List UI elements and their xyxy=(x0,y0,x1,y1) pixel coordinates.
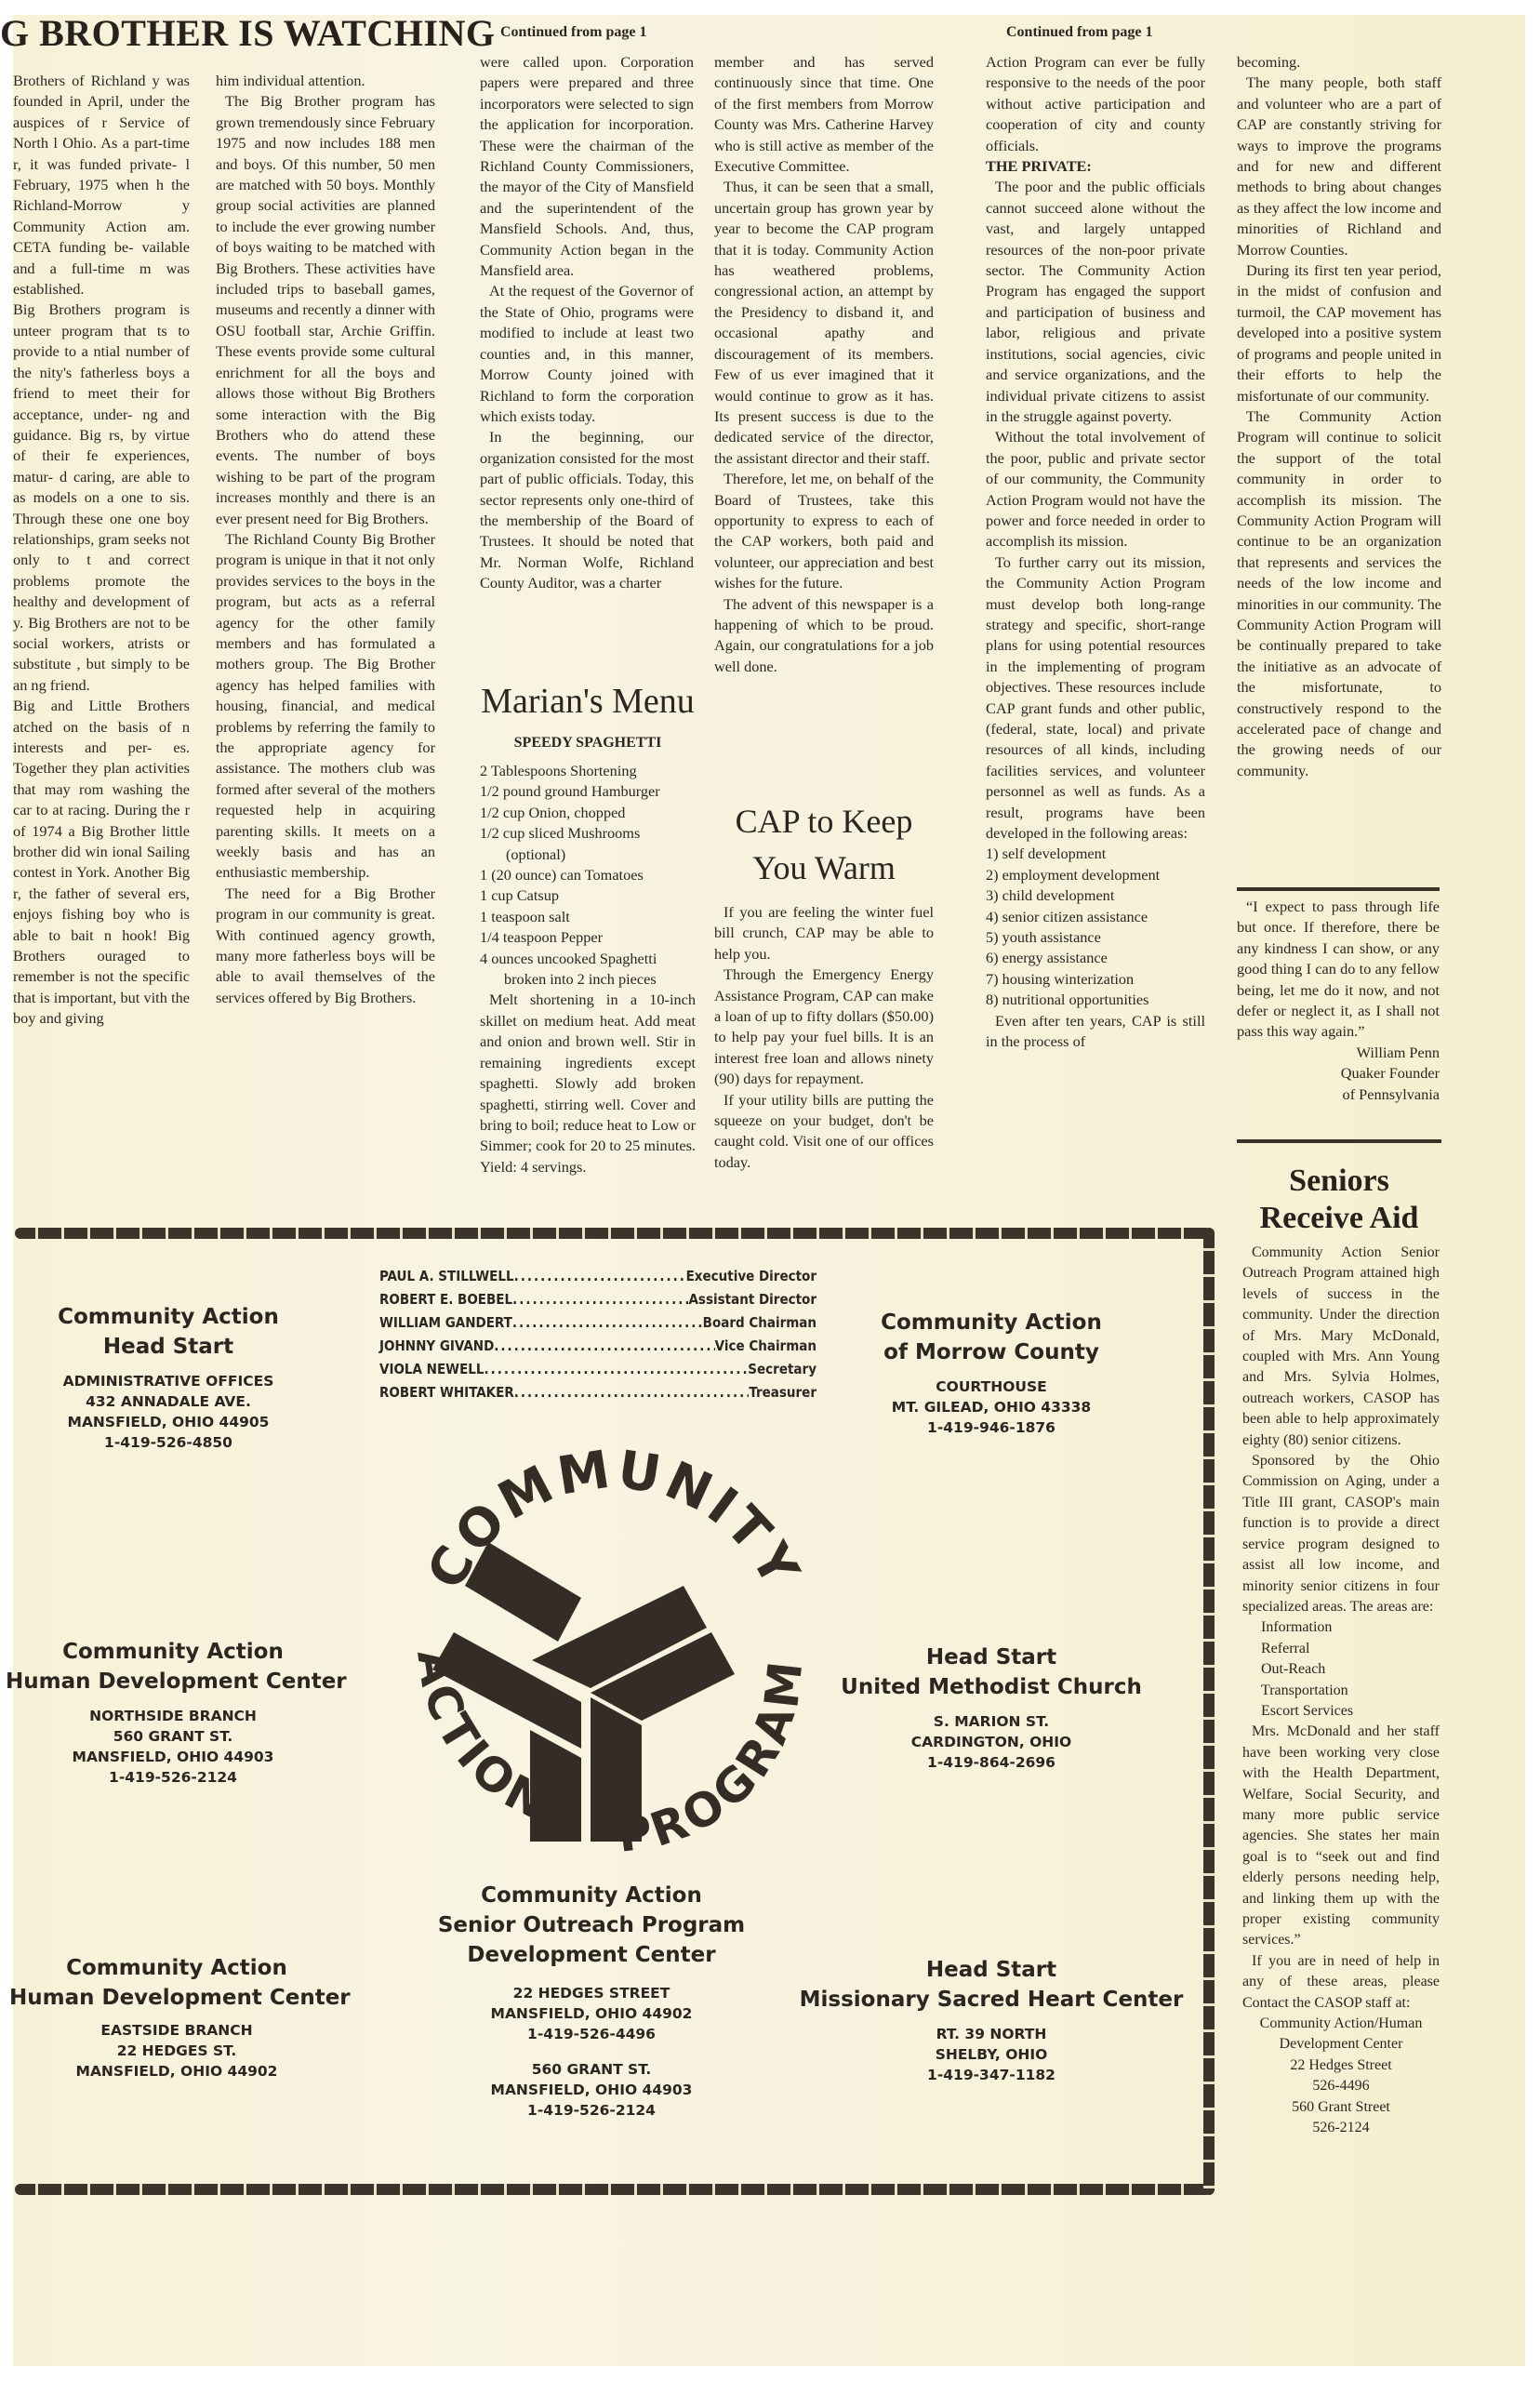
seniors-body xyxy=(1242,1243,1440,2138)
office-title: Head Start xyxy=(925,1645,1057,1669)
paragraph: In the beginning, our organization consisted for the most part of public officials. Today, this sector represents only one-third of the membership of the Board of Trustees. It should be noted that Mr. Norman Wolfe, Richland County Auditor, was a charter xyxy=(480,428,694,592)
office-senior-outreach xyxy=(424,1881,759,2121)
office-title: Human Development Center xyxy=(9,1986,351,2010)
ingredient: 1 (20 ounce) can Tomatoes xyxy=(480,866,644,885)
office-address: MT. GILEAD, OHIO 43338 xyxy=(891,1399,1092,1416)
office-title: Community Action xyxy=(66,1956,287,1980)
office-title: Senior Outreach Program xyxy=(437,1913,746,1937)
recipe-title: SPEEDY SPAGHETTI xyxy=(513,735,662,751)
office-address: MANSFIELD, OHIO 44903 xyxy=(72,1749,274,1765)
service-area: Referral xyxy=(1261,1640,1310,1656)
continued-label: Continued from page 1 xyxy=(1006,24,1153,40)
program-areas-list xyxy=(986,844,1205,1010)
office-address: CARDINGTON, OHIO xyxy=(910,1734,1072,1750)
office-address: 560 GRANT ST. xyxy=(113,1728,233,1745)
recipe-ingredients xyxy=(480,761,696,1177)
quote-bottom-rule xyxy=(1237,1139,1441,1143)
cap-warm-title-line2: You Warm xyxy=(752,849,896,886)
program-area: 7) housing winterization xyxy=(986,969,1135,988)
ingredient: 1/2 pound ground Hamburger xyxy=(480,782,660,801)
office-eastside-branch xyxy=(9,1953,351,2082)
ingredient: 1 teaspoon salt xyxy=(480,907,570,925)
office-address: MANSFIELD, OHIO 44902 xyxy=(490,2005,693,2022)
paragraph: Through the Emergency Energy Assistance Program, CAP can make a loan of up to fifty dollars ($50.00) to help pay your fuel bills. It is an interest free loan and allows ninety (90) days for repayment. xyxy=(714,965,934,1088)
paragraph: Without the total involvement of the poor, public and private sector of our community, the Community Action Program would not have the power and force needed in order to accomplish its mission. xyxy=(986,428,1205,551)
ingredient: 1 cup Catsup xyxy=(480,886,560,905)
office-address: EASTSIDE BRANCH xyxy=(100,2022,253,2039)
office-phone: 1-419-526-4850 xyxy=(104,1434,232,1451)
ingredient: 1/4 teaspoon Pepper xyxy=(480,928,604,947)
officer-title: Treasurer xyxy=(749,1384,816,1401)
rope-border-top xyxy=(15,1228,1215,1239)
office-title: Head Start xyxy=(925,1958,1057,1982)
continued-label: Continued from page 1 xyxy=(500,24,647,40)
officer-row xyxy=(379,1288,816,1311)
officer-name: VIOLA NEWELL xyxy=(379,1361,485,1377)
office-head-start-admin xyxy=(15,1302,322,1453)
office-title: Community Action xyxy=(62,1640,284,1664)
paragraph: If you are in need of help in any of these areas, please Contact the CASOP staff at: xyxy=(1242,1952,1440,2011)
paragraph: The Richland County Big Brother program is unique in that it not only provides services to the boys in the program, but acts as a referral agency for the other family members and has formulated a mothers group. The Big Brother agency has helped families with housing, financial, and medical problems by referring the family to the appropriate agency for assistance. The mothers club was formed after several of the mothers requested help in acquiring parenting skills. It meets on a weekly basis and has an enthusiastic membership. xyxy=(216,529,435,882)
big-brother-col1 xyxy=(13,71,190,1030)
contact-phone: 526-4496 xyxy=(1312,2078,1370,2095)
contact-line: 22 Hedges Street xyxy=(1290,2056,1392,2073)
officer-row xyxy=(379,1381,816,1404)
ingredient: 2 Tablespoons Shortening xyxy=(480,762,637,779)
ingredient: (optional) xyxy=(506,845,566,863)
office-address: 560 GRANT ST. xyxy=(531,2061,652,2078)
office-title: Community Action xyxy=(481,1883,702,1908)
office-address: SHELBY, OHIO xyxy=(935,2046,1048,2063)
paragraph: member and has served continuously since that time. One of the first members from Morrow County was Mrs. Catherine Harvey who is still active as member of the Executive Committee. xyxy=(714,53,934,176)
office-phone: 1-419-946-1876 xyxy=(927,1419,1055,1436)
rope-border-right xyxy=(1203,1228,1215,2195)
officer-name: ROBERT WHITAKER xyxy=(379,1384,514,1401)
program-area: 3) child development xyxy=(986,886,1115,905)
cap-logo-icon xyxy=(381,1442,846,1888)
office-title: Human Development Center xyxy=(6,1669,347,1694)
seniors-title-line2: Receive Aid xyxy=(1259,1201,1419,1235)
officer-row xyxy=(379,1311,816,1335)
quote-text: “I expect to pass through life but once. If therefore, there be any kindness I can show, or any good thing I can do to any fellow being, let me do it now, and not defer or neglect it, as I shall not pass this way again.” xyxy=(1237,898,1440,1041)
ingredient: broken into 2 inch pieces xyxy=(504,970,657,989)
officer-name: ROBERT E. BOEBEL xyxy=(379,1291,513,1308)
officer-title: Executive Director xyxy=(685,1268,816,1284)
office-address: MANSFIELD, OHIO 44903 xyxy=(490,2082,693,2098)
officer-title: Secretary xyxy=(748,1361,816,1377)
contact-line: 560 Grant Street xyxy=(1292,2098,1390,2115)
office-phone: 1-419-526-2124 xyxy=(109,1769,237,1786)
paragraph: Mrs. McDonald and her staff have been working very close with the Health Department, Welfare, Social Security, and many more public service agencies. She states her main goal is to “seek out and find elderly persons needing help, and linking them up with the proper existing community services.” xyxy=(1242,1723,1440,1949)
office-address: 22 HEDGES STREET xyxy=(512,1985,670,2002)
office-address: COURTHOUSE xyxy=(936,1378,1047,1395)
paragraph: Thus, it can be seen that a small, uncertain group has grown year by year to become the CAP program that it is today. Community Action has weathered problems, congressional action, an attempt by the Presidency to disband it, and occasional apathy and discouragement of its members. Few of us ever imagined that it would continue to grow as it has. Its present success is due to the dedicated service of the director, the assistant director and their staff. xyxy=(714,178,934,467)
paragraph: Action Program can ever be fully responsive to the needs of the poor without active participation and cooperation of city and county officials. xyxy=(986,53,1205,154)
program-area: 1) self development xyxy=(986,845,1107,863)
office-title: Community Action xyxy=(881,1310,1102,1335)
office-phone: 1-419-864-2696 xyxy=(927,1754,1055,1771)
paragraph: The Big Brother program has grown tremendously since February 1975 and now includes 188 men and boys. Of this number, 50 men are matched with 50 boys. Monthly group social activities are planned to include the ever growing number of boys waiting to be matched with Big Brothers. These activities have included trips to baseball games, museums and recently a dinner with OSU football star, Archie Griffin. These events provide some cultural enrichment for all the boys and allows those without Big Brothers some interaction with the Big Brothers who do attend these events. The number of boys wishing to be part of the program increases monthly and there is an ever present need for Big Brothers. xyxy=(216,92,435,527)
private-heading: THE PRIVATE: xyxy=(986,157,1092,176)
office-title: of Morrow County xyxy=(883,1340,1099,1364)
seniors-areas-list xyxy=(1242,1617,1440,1722)
paragraph: To further carry out its mission, the Community Action Program must develop both long-range strategy and specific, short-range plans for using potential resources in the implementing of program objectives. These resources include CAP grant funds and other public, (federal, state, local) and private resources of all kinds, including facilities services, and volunteer personnel as well as funds. As a result, programs have been developed in the following areas: xyxy=(986,552,1205,843)
cap-warm-title-line1: CAP to Keep xyxy=(735,803,913,840)
seniors-title-line1: Seniors xyxy=(1289,1164,1389,1198)
office-morrow-county xyxy=(833,1308,1149,1438)
office-title: Community Action xyxy=(58,1305,279,1329)
officer-row xyxy=(379,1335,816,1358)
big-brother-headline: G BROTHER IS WATCHING xyxy=(0,12,496,54)
paragraph: becoming. xyxy=(1237,53,1301,71)
program-area: 6) energy assistance xyxy=(986,949,1108,967)
recipe-directions: Melt shortening in a 10-inch skillet on medium heat. Add meat and onion and brown well. Stir in remaining ingredients except spaghetti. Slowly add broken spaghetti, stirring well. Cover and bring to boil; reduce heat to Low or Simmer; cook for 20 to 25 minutes. Yield: 4 servings. xyxy=(480,991,696,1176)
ingredient: 1/2 cup Onion, chopped xyxy=(480,803,626,821)
officer-name: PAUL A. STILLWELL xyxy=(379,1268,514,1284)
office-address: 432 ANNADALE AVE. xyxy=(86,1393,251,1410)
officer-row xyxy=(379,1358,816,1381)
logo-right-text: PROGRAM xyxy=(614,1655,814,1863)
ingredient: 1/2 cup sliced Mushrooms xyxy=(480,824,641,843)
service-area: Out-Reach xyxy=(1261,1661,1326,1678)
contact-line: Community Action/Human xyxy=(1259,2015,1423,2032)
paragraph: him individual attention. xyxy=(216,72,365,89)
community-action-program-logo xyxy=(381,1442,846,1888)
big-brother-col2 xyxy=(216,71,435,1008)
officer-name: WILLIAM GANDERT xyxy=(379,1314,512,1331)
office-address: RT. 39 NORTH xyxy=(936,2026,1047,2042)
paragraph: Therefore, let me, on behalf of the Board of Trustees, take this opportunity to express to each of the CAP workers, both paid and volunteer, our appreciation and best wishes for the future. xyxy=(714,470,934,592)
directory-box xyxy=(6,1228,1215,2195)
office-address: S. MARION ST. xyxy=(933,1713,1050,1730)
paragraph: Sponsored by the Ohio Commission on Aging, under a Title III grant, CASOP's main function is to provide a direct service program designed to assist all low income, and minority senior citizens in four specialized areas. The areas are: xyxy=(1242,1453,1440,1615)
paragraph: The poor and the public officials cannot succeed alone without the vast, and largely untapped resources of the non-poor private sector. The Community Action Program has engaged the support and participation of business and labor, religious and private institutions, social agencies, civic and service organizations, and the individual private citizens to assist in the struggle against poverty. xyxy=(986,178,1205,425)
logo-top-text: COMMUNITY xyxy=(416,1442,812,1600)
office-phone: 1-419-347-1182 xyxy=(927,2067,1055,2083)
office-title: Development Center xyxy=(467,1943,716,1967)
paragraph: If you are feeling the winter fuel bill crunch, CAP may be able to help you. xyxy=(714,903,934,963)
office-northside-branch xyxy=(6,1637,347,1788)
program-area: 5) youth assistance xyxy=(986,928,1101,947)
ingredient: 4 ounces uncooked Spaghetti xyxy=(480,949,657,967)
quote-role: Quaker Founder xyxy=(1340,1064,1440,1083)
svg-text:COMMUNITY xyxy=(416,1442,812,1599)
office-title: United Methodist Church xyxy=(841,1675,1142,1699)
officer-row xyxy=(379,1265,816,1288)
paragraph: During its first ten year period, in the midst of confusion and turmoil, the CAP movement has developed into a positive system of programs and people united in their efforts to help the misfortunate of our community. xyxy=(1237,261,1441,405)
program-area: 8) nutritional opportunities xyxy=(986,991,1149,1009)
office-address: MANSFIELD, OHIO 44902 xyxy=(75,2063,278,2080)
cap-warm-body xyxy=(714,902,934,1173)
menu-title: Marian's Menu xyxy=(481,682,695,721)
contact-line: Development Center xyxy=(1279,2036,1403,2053)
officer-title: Vice Chairman xyxy=(714,1337,816,1354)
office-address: MANSFIELD, OHIO 44905 xyxy=(67,1414,270,1430)
logo-left-text: ACTION xyxy=(406,1646,559,1832)
contact-block xyxy=(1242,2014,1440,2138)
paragraph: If your utility bills are putting the squeeze on your budget, don't be caught cold. Visit one of our offices today. xyxy=(714,1090,934,1171)
service-area: Escort Services xyxy=(1261,1702,1354,1719)
paragraph: were called upon. Corporation papers were prepared and three incorporators were selected to sign the application for incorporation. These were the chairman of the Richland County Commissioners, the mayor of the City of Mansfield and the superintendent of the Mansfield Schools. And, thus, Community Action began in the Mansfield area. xyxy=(480,53,694,280)
office-title: Head Start xyxy=(102,1335,234,1359)
paragraph: Big Brothers program is unteer program that ts to provide to a ntial number of the nity's fatherless boys a friend to meet their for acceptance, under- ng and guidance. Big rs, by virtue of their fe experiences, matur- d caring, are able to as models on a one to sis. Through these one one boy relationships, gram seeks not only to t and correct problems promote the healthy and development of y. Big Brothers are not to be social workers, atrists or substitute , but simply to be an ng friend. xyxy=(13,300,190,694)
officer-title: Assistant Director xyxy=(688,1291,816,1308)
officer-name: JOHNNY GIVAND xyxy=(379,1337,495,1354)
paragraph: Community Action Senior Outreach Program attained high levels of success in the community. Under the direction of Mrs. Mary McDonald, coupled with Mrs. Ann Young and Mrs. Sylvia Holmes, outreach workers, CASOP has been able to help approximately eighty (80) senior citizens. xyxy=(1242,1244,1440,1448)
history-col3 xyxy=(480,52,694,594)
paragraph: Even after ten years, CAP is still in the process of xyxy=(986,1011,1205,1051)
service-area: Information xyxy=(1261,1619,1333,1636)
office-phone: 1-419-526-4496 xyxy=(527,2026,656,2042)
service-area: Transportation xyxy=(1261,1682,1348,1698)
office-united-methodist xyxy=(833,1643,1149,1773)
quote-role: of Pennsylvania xyxy=(1342,1084,1440,1103)
rope-border-bottom xyxy=(15,2184,1215,2195)
history-col4 xyxy=(714,52,934,677)
paragraph: Brothers of Richland y was founded in April, under the auspices of r Service of North l Ohio. As a part-time r, it was funded private- l February, 1975 when h the Richland-Morrow y Community Action am. CETA funding be- vailable and a full-time m was established. xyxy=(13,72,190,299)
paragraph: The advent of this newspaper is a happening of which to be proud. Again, our congratulations for a job well done. xyxy=(714,594,934,675)
penn-quote xyxy=(1237,897,1440,1105)
quote-top-rule xyxy=(1237,887,1440,891)
office-address: 22 HEDGES ST. xyxy=(116,2042,237,2059)
paragraph: The many people, both staff and volunteer who are a part of CAP are constantly striving for ways to improve the programs and for new and different methods to bring about changes as they affect the low income and minorities of Richland and Morrow Counties. xyxy=(1237,73,1441,259)
officers-list xyxy=(379,1265,816,1404)
paragraph: The need for a Big Brother program in our community is great. With continued agency growth, many more fatherless boys will be able to avail themselves of the services offered by Big Brothers. xyxy=(216,884,435,1006)
paragraph: At the request of the Governor of the State of Ohio, programs were modified to include at least two counties and, in this manner, Morrow County joined with Richland to form the corporation which exists today. xyxy=(480,282,694,425)
contact-phone: 526-2124 xyxy=(1312,2120,1370,2136)
paragraph: Big and Little Brothers atched on the basis of n interests and per- es. Together they plan activities that may rom washing the car to at racing. During the r of 1974 a Big Brother little brother did win ional Sailing contest in York. Another Big r, the father of several ers, enjoys fishing boy who is able to bait n hook! Big Brothers ouraged to remember is not the specific that is important, but vith the boy and giving xyxy=(13,697,190,1028)
director-col6 xyxy=(1237,52,1441,781)
paragraph: The Community Action Program will continue to solicit the support of the total community in order to accomplish its mission. The Community Action Program will continue to be an organization that represents and services the needs of the low income and minorities in our community. The Community Action Program will be continually prepared to take the initiative as an advocate of the misfortunate, to constructively respond to the accelerated pace of change and the growing needs of our community. xyxy=(1237,406,1441,779)
office-sacred-heart xyxy=(796,1955,1187,2085)
director-col5 xyxy=(986,52,1205,1053)
office-title: Missionary Sacred Heart Center xyxy=(799,1988,1184,2012)
officer-title: Board Chairman xyxy=(702,1314,816,1331)
office-address: ADMINISTRATIVE OFFICES xyxy=(62,1373,274,1390)
office-phone: 1-419-526-2124 xyxy=(527,2102,656,2119)
program-area: 2) employment development xyxy=(986,865,1161,884)
office-address: NORTHSIDE BRANCH xyxy=(89,1708,257,1724)
program-area: 4) senior citizen assistance xyxy=(986,907,1148,925)
quote-author: William Penn xyxy=(1356,1043,1440,1061)
